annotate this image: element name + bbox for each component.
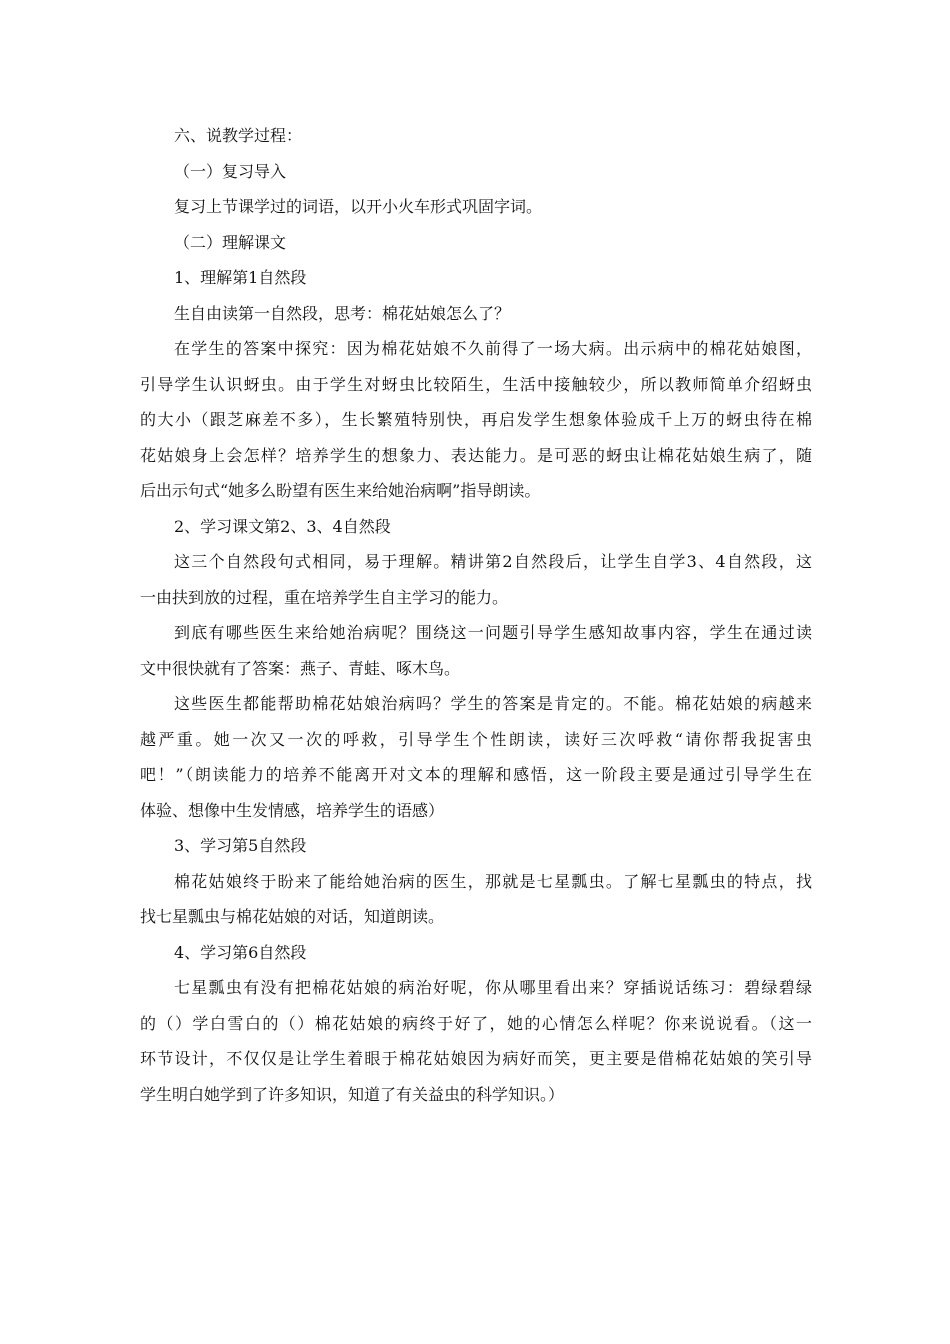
paragraph-line: 这些医生都能帮助棉花姑娘治病吗？学生的答案是肯定的。不能。棉花姑娘的病越来 <box>174 694 812 713</box>
paragraph-line: 的大小（跟芝麻差不多），生长繁殖特别快，再启发学生想象体验成千上万的蚜虫待在棉 <box>140 410 812 429</box>
paragraph-line: 七星瓢虫有没有把棉花姑娘的病治好呢，你从哪里看出来？穿插说话练习：碧绿碧绿 <box>174 978 812 997</box>
paragraph-line: 学生明白她学到了许多知识，知道了有关益虫的科学知识。） <box>140 1084 565 1104</box>
paragraph-line: 棉花姑娘终于盼来了能给她治病的医生，那就是七星瓢虫。了解七星瓢虫的特点，找 <box>174 871 812 891</box>
document-body <box>140 118 812 1112</box>
paragraph-line: 复习上节课学过的词语，以开小火车形式巩固字词。 <box>174 197 543 216</box>
subsection-heading: （一）复习导入 <box>174 161 287 181</box>
paragraph-line: 引导学生认识蚜虫。由于学生对蚜虫比较陌生，生活中接触较少，所以教师简单介绍蚜虫 <box>140 374 812 394</box>
paragraph-line: 吧！”（朗读能力的培养不能离开对文本的理解和感悟，这一阶段主要是通过引导学生在 <box>140 765 812 784</box>
paragraph-line: 的（）学白雪白的（）棉花姑娘的病终于好了，她的心情怎么样呢？你来说说看。（这一 <box>140 1013 812 1033</box>
paragraph-line: 到底有哪些医生来给她治病呢？围绕这一问题引导学生感知故事内容，学生在通过读 <box>174 623 812 642</box>
item-heading: 3、学习第5自然段 <box>174 836 307 855</box>
item-heading: 1、理解第1自然段 <box>174 268 307 287</box>
paragraph-line: 文中很快就有了答案：燕子、青蛙、啄木鸟。 <box>140 658 461 678</box>
paragraph-line: 越严重。她一次又一次的呼救，引导学生个性朗读，读好三次呼救“请你帮我捉害虫 <box>140 729 812 749</box>
paragraph-line: 找七星瓢虫与棉花姑娘的对话，知道朗读。 <box>140 907 445 926</box>
paragraph-line: 后出示句式“她多么盼望有医生来给她治病啊”指导朗读。 <box>140 481 541 500</box>
paragraph-line: 在学生的答案中探究：因为棉花姑娘不久前得了一场大病。出示病中的棉花姑娘图， <box>174 339 812 358</box>
paragraph-line: 一由扶到放的过程，重在培养学生自主学习的能力。 <box>140 587 509 607</box>
paragraph-line: 环节设计，不仅仅是让学生着眼于棉花姑娘因为病好而笑，更主要是借棉花姑娘的笑引导 <box>140 1049 812 1068</box>
paragraph-line: 体验、想像中生发情感，培养学生的语感） <box>140 800 445 820</box>
paragraph-line: 花姑娘身上会怎样？培养学生的想象力、表达能力。是可恶的蚜虫让棉花姑娘生病了，随 <box>140 445 812 465</box>
section-heading: 六、说教学过程： <box>174 126 303 145</box>
subsection-heading: （二）理解课文 <box>174 232 287 252</box>
item-heading: 4、学习第6自然段 <box>174 942 307 962</box>
paragraph-line: 这三个自然段句式相同，易于理解。精讲第2自然段后，让学生自学3、4自然段，这 <box>174 552 812 571</box>
item-heading: 2、学习课文第2、3、4自然段 <box>174 516 391 536</box>
paragraph-line: 生自由读第一自然段，思考：棉花姑娘怎么了？ <box>174 303 511 323</box>
